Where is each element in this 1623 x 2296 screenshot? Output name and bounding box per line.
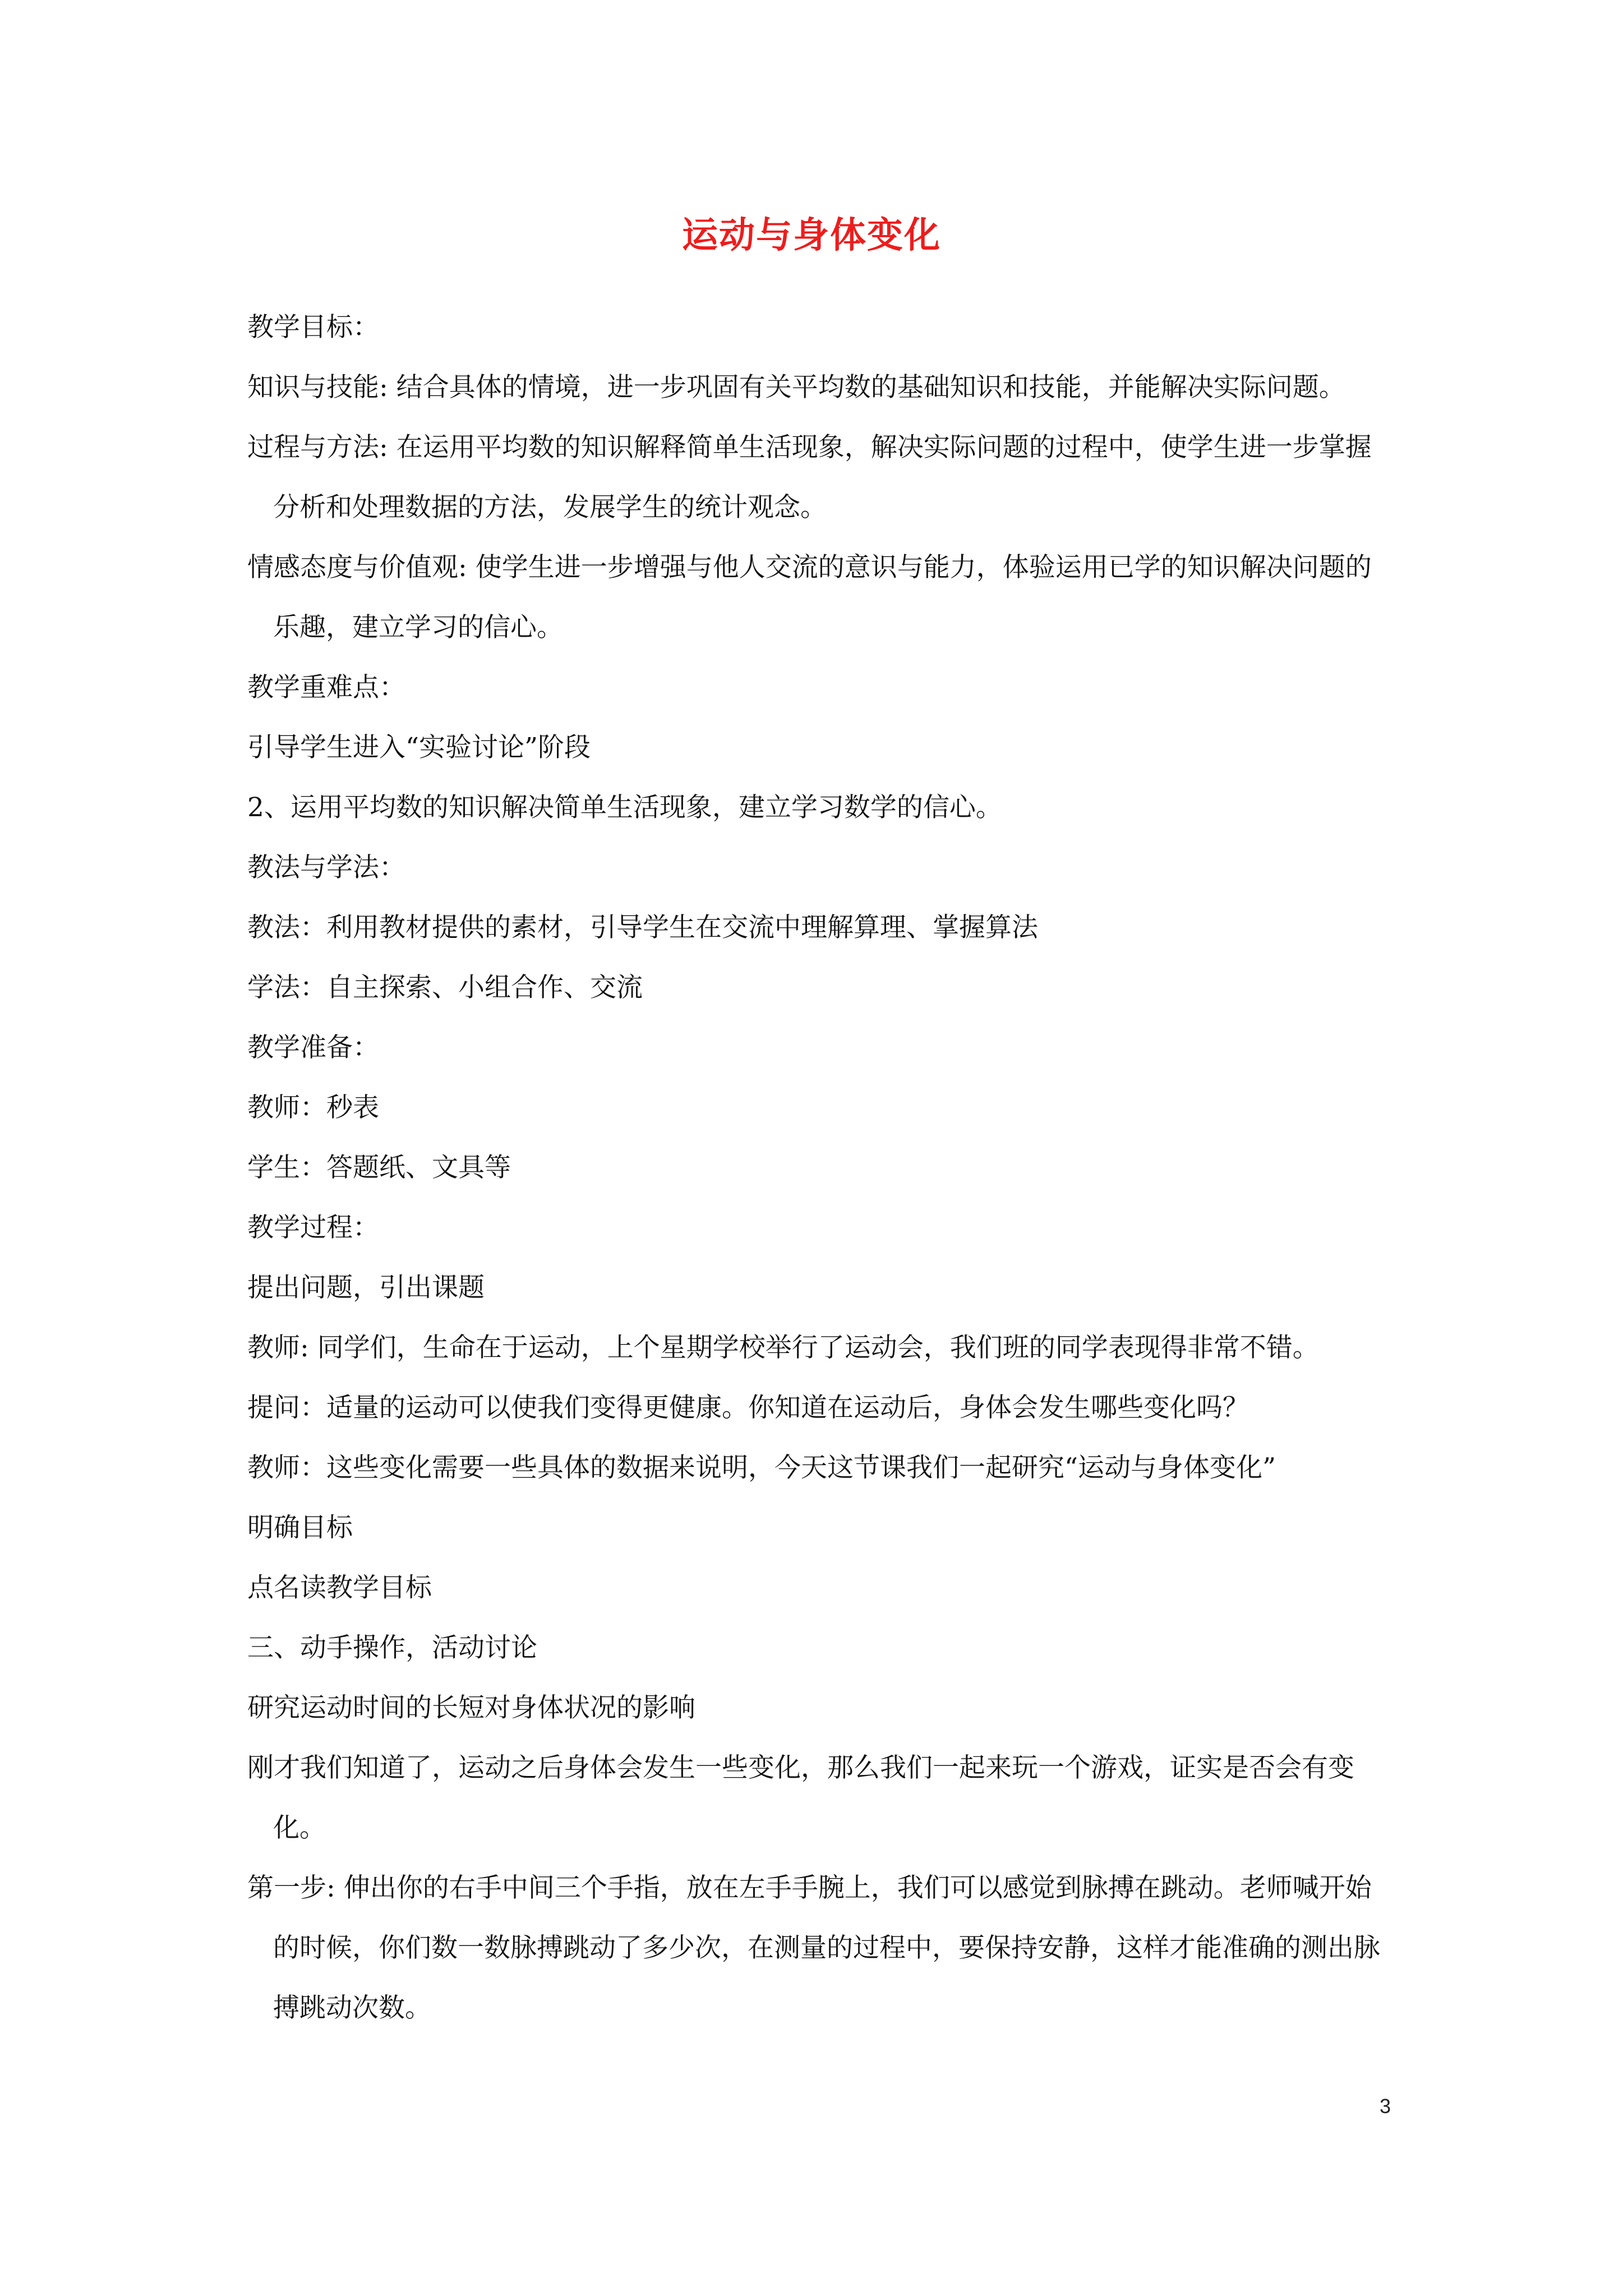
paragraph-teaching-goals-heading: 教学目标： xyxy=(247,312,379,343)
paragraph-game-intro: 刚才我们知道了，运动之后身体会发生一些变化，那么我们一起来玩一个游戏，证实是否会有变化。 xyxy=(247,1752,1354,1843)
paragraph-teacher-intro: 教师: 同学们，生命在于运动，上个星期学校举行了运动会，我们班的同学表现得非常不错。 xyxy=(247,1332,1319,1363)
paragraph-teaching-method: 教法：利用教材提供的素材，引导学生在交流中理解算理、掌握算法 xyxy=(247,912,1038,943)
paragraph-raise-question: 提出问题，引出课题 xyxy=(247,1272,485,1303)
paragraph-process-methods: 过程与方法: 在运用平均数的知识解释简单生活现象，解决实际问题的过程中，使学生进一步掌握分析和处理数据的方法，发展学生的统计观念。 xyxy=(247,432,1372,523)
paragraph-research-topic: 研究运动时间的长短对身体状况的影响 xyxy=(247,1692,695,1723)
paragraph-learning-method: 学法：自主探索、小组合作、交流 xyxy=(247,972,643,1003)
paragraph-apply-average: 2、运用平均数的知识解决简单生活现象，建立学习数学的信心。 xyxy=(247,792,1002,823)
paragraph-guide-students: 引导学生进入“实验讨论”阶段 xyxy=(247,732,591,763)
paragraph-question: 提问：适量的运动可以使我们变得更健康。你知道在运动后，身体会发生哪些变化吗？ xyxy=(247,1392,1249,1423)
paragraph-section-three: 三、动手操作，活动讨论 xyxy=(247,1632,537,1663)
paragraph-clarify-goals: 明确目标 xyxy=(247,1512,353,1543)
paragraph-methods-heading: 教法与学法： xyxy=(247,852,405,883)
paragraph-teacher-topic: 教师：这些变化需要一些具体的数据来说明，今天这节课我们一起研究“运动与身体变化” xyxy=(247,1452,1276,1483)
page-number: 3 xyxy=(1379,2095,1391,2118)
paragraph-step-one: 第一步: 伸出你的右手中间三个手指，放在左手手腕上，我们可以感觉到脉搏在跳动。老师喊开始的时候，你们数一数脉搏跳动了多少次，在测量的过程中，要保持安静，这样才能准确的测出脉搏跳动次数。 xyxy=(247,1872,1380,2023)
paragraph-teacher-prep: 教师：秒表 xyxy=(247,1092,379,1123)
paragraph-preparation-heading: 教学准备： xyxy=(247,1032,379,1063)
document-body xyxy=(247,297,1391,2038)
paragraph-emotion-values: 情感态度与价值观: 使学生进一步增强与他人交流的意识与能力，体验运用已学的知识解决问题的乐趣，建立学习的信心。 xyxy=(247,552,1372,643)
paragraph-student-prep: 学生：答题纸、文具等 xyxy=(247,1152,511,1183)
paragraph-key-difficulties-heading: 教学重难点： xyxy=(247,672,405,703)
paragraph-read-goals: 点名读教学目标 xyxy=(247,1572,432,1603)
paragraph-knowledge-skills: 知识与技能: 结合具体的情境，进一步巩固有关平均数的基础知识和技能，并能解决实际问题。 xyxy=(247,372,1345,403)
paragraph-process-heading: 教学过程： xyxy=(247,1212,379,1243)
document-title: 运动与身体变化 xyxy=(682,215,941,256)
